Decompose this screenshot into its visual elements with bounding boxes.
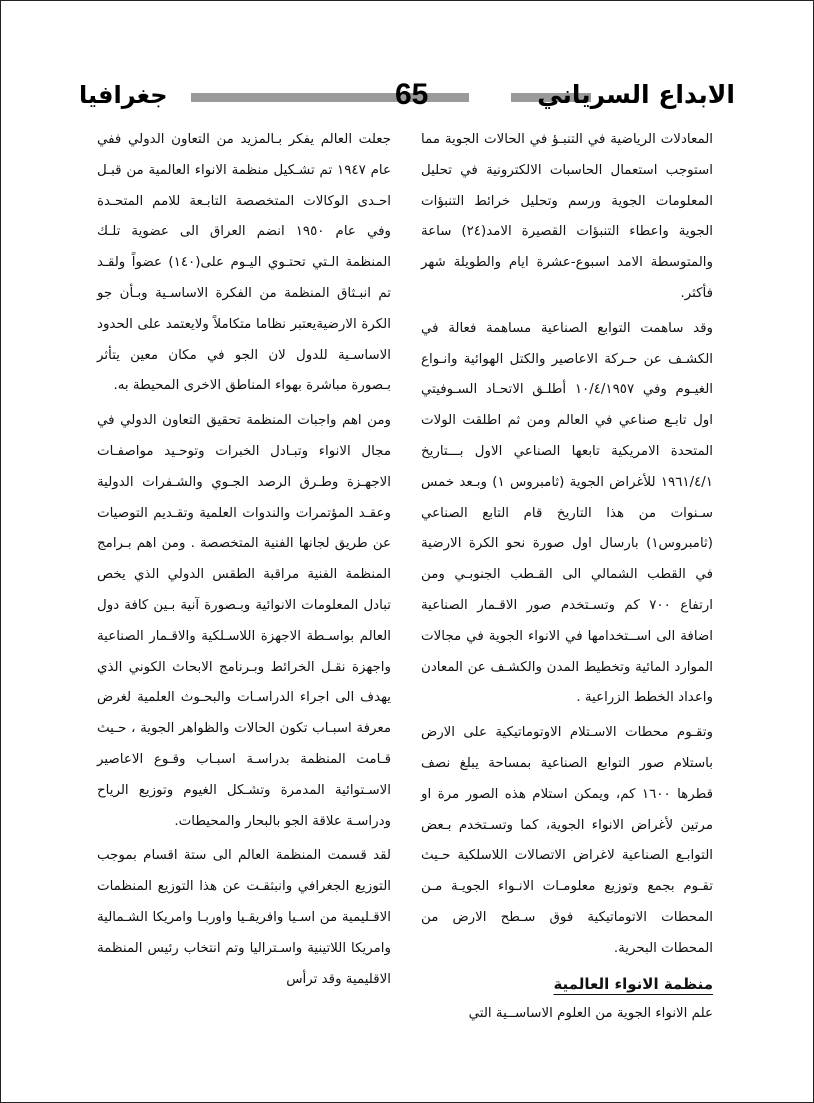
paragraph: علم الانواء الجوية من العلوم الاساســية التي <box>468 1005 713 1021</box>
paragraph: لقد قسمت المنظمة العالم الى ستة اقسام بموجب التوزيع الجغرافي وانبثقـت عن هذا التوزيع المنظمات الاقـليمية من اسـيا وافريقـيا واوربـا وامريكا الشـمالية وامريكا اللاتينية واسـتراليا وتم انتخاب رئيس المنظمة الاقليمية وقد ترأس <box>97 848 391 987</box>
paragraph: جعلت العالم يفكر بـالمزيد من التعاون الدولي ففي عام ١٩٤٧ تم تشـكيل منظمة الانواء العالمية من قبـل احـدى الوكالات المتخصصة التابـعة للامم المتحـدة وفي عام ١٩٥٠ انضم العراق الى عضوية تلـك المنظمة الـتي تحتـوي اليـوم على(١٤٠) عضواً ولقـد تم انبـثاق المنظمة من الفكرة الاساسـية وبـأن جو الكرة الارضيةيعتبر نظاما متكاملاً ولايعتمد على الحدود الاساسـية للدول لان الجو في مكان معين يتأثر بـصورة مباشرة بهواء المناطق الاخرى المحيطة به. <box>97 132 392 394</box>
page-header <box>79 77 735 117</box>
paragraph: وقد ساهمت التوابع الصناعية مساهمة فعالة في الكشـف عن حـركة الاعاصير والكتل الهوائية وانـواع الغيـوم وفي ١٠/٤/١٩٥٧ أطلـق الاتحـاد السـوفيتي اول تابـع صناعي في العالم ومن ثم اطلقت الولات المتحدة الامريكية تابعها الصناعي الاول بـــتاريخ ١٩٦١/٤/١ للأغراض الجوية (ثامبروس ١) وبـعد خمس سـنوات من هذا التاريخ قام التابع الصناعي (ثامبروس١) بارسال اول صورة نحو الكرة الارضية في القطب الشمالي الى القـطب الجنوبـي ومن ارتفاع ٧٠٠ كم وتسـتخدم صور الاقـمار الصناعية اضافة الى اســتخدامها في الانواء الجوية في مجالات الموارد المائية وتخطيط المدن والكشـف عن المعادن واعداد الخطط الزراعية . <box>421 320 714 706</box>
paragraph: المعادلات الرياضية في التنبـؤ في الحالات الجوية مما استوجب استعمال الحاسبات الالكترونية في تحليل المعلومات الجوية ورسم وتحليل خرائط التنبؤات الجوية واعطاء التنبؤات القصيرة الامد(٢٤) ساعة والمتوسطة الامد اسبوع-عشرة ايام والطويلة شهر فأكثر. <box>421 132 713 301</box>
subheading: منظمة الانواء العالمية <box>553 974 713 993</box>
paragraph: ومن اهم واجبات المنظمة تحقيق التعاون الدولي في مجال الانواء وتبـادل الخبرات وتوحـيد مواصفـات الاجهـزة وطـرق الرصد الجـوي والشـفرات الدولية وعقـد المؤتمرات والندوات العلمية وتقـديم التوصيات عن طريق لجانها الفنية المتخصصة . ومن اهم بـرامج المنظمة الفنية مراقبة الطقس الدولي الذي يخص تبادل المعلومات الانوائية وبـصورة آنية بـين كافة دول العالم بواسـطة الاجهزة اللاسـلكية والاقـمار الصناعية واجهزة نقـل الخرائط وبـرنامج الابحاث الكوني الذي يهدف الى اجراء الدراسـات والبحـوث العلمية لغرض معرفة اسبـاب تكون الحالات والظواهر الجوية ، حـيث قـامت المنظمة بدراسـة اسبـاب وقـوع الاعاصير الاسـتوائية المدمرة وتشـكل الغيوم وتوزيع الرياح ودراسـة علاقة الجو بالبحار والمحيطات. <box>97 413 391 829</box>
left-column <box>97 125 391 999</box>
section-title: جغرافيا <box>79 81 168 109</box>
page-number: 65 <box>395 78 429 111</box>
magazine-title: الابداع السرياني <box>537 80 735 109</box>
paragraph: وتقـوم محطات الاسـتلام الاوتوماتيكية على الارض باستلام صور التوابع الصناعية بمساحة يبلغ نصف قطرها ١٦٠٠ كم، ويمكن استلام هذه الصور مرة او مرتين لأغراض الانواء الجوية، كما وتسـتخدم بـعض التوابـع الصناعية لاغراض الاتصالات اللاسلكية حـيث تقـوم بجمع وتوزيع معلومـات الانـواء الجويـة مـن المحطات الاتوماتيكية فوق سـطح الارض من المحطات البحرية. <box>421 725 713 956</box>
right-column <box>421 125 713 1033</box>
